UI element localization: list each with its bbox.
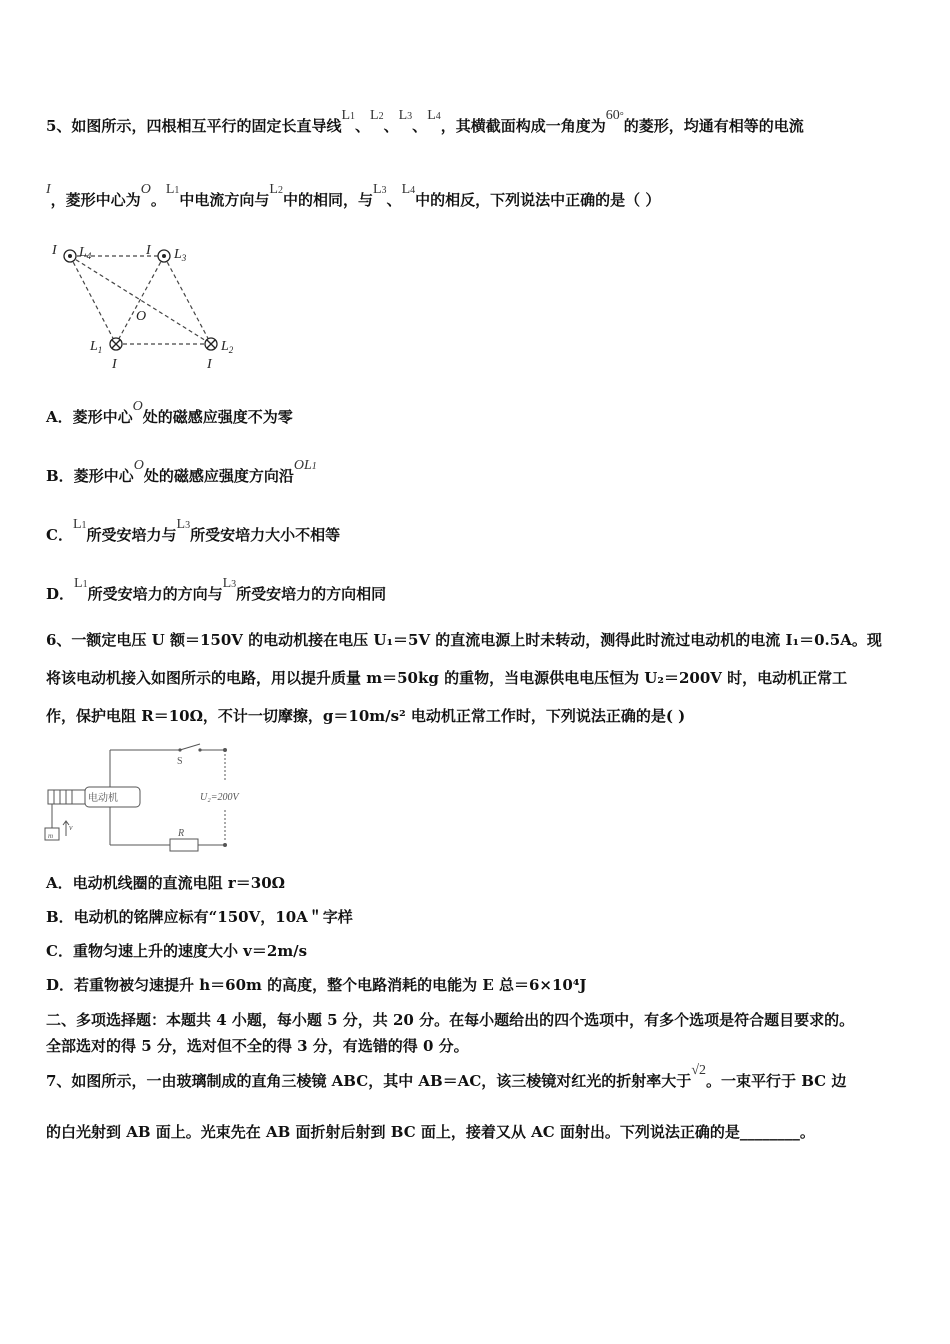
wire-l1: L1 <box>341 108 356 123</box>
section2-line-2: 全部选对的得 5 分，选对但不全的得 3 分，有选错的得 0 分。 <box>46 1037 469 1055</box>
q6-option-c[interactable]: C．重物匀速上升的速度大小 v＝2m/s <box>46 942 308 960</box>
q6-option-d[interactable]: D．若重物被匀速提升 h＝60m 的高度，整个电路消耗的电能为 E 总＝6×10⁴J <box>46 976 587 994</box>
q6-circuit-figure <box>40 742 270 857</box>
fig-label-i-l2: I <box>207 357 212 371</box>
angle-value: 60° <box>605 108 624 123</box>
current-symbol: I <box>46 182 51 197</box>
fig-label-i-l3: I <box>146 243 151 258</box>
q6-line-1: 6、一额定电压 U 额＝150V 的电动机接在电压 U₁＝5V 的直流电源上时未转动，测得此时流过电动机的电流 I₁＝0.5A。现 <box>46 631 882 649</box>
q7-line-1: 7、如图所示，一由玻璃制成的直角三棱镜 ABC，其中 AB＝AC，该三棱镜对红光的折射率大于√2。一束平行于 BC 边 <box>46 1063 847 1090</box>
wire-l3: L3 <box>398 108 413 123</box>
resistor-icon <box>170 839 198 851</box>
q6-line-3: 作，保护电阻 R＝10Ω，不计一切摩擦，g＝10m/s² 电动机正常工作时，下列说法正确的是( ) <box>46 707 686 725</box>
wire-l2-cross-icon <box>205 338 217 350</box>
fig-label-l1: $L_1$ <box>90 339 103 355</box>
q5-option-b[interactable]: B．菱形中心O处的磁感应强度方向沿OL1 <box>46 458 317 485</box>
wire-l1: L1 <box>165 182 180 197</box>
voltage-label: U₂=200V <box>200 792 239 803</box>
fig-label-i-l4: I <box>52 243 57 258</box>
motor-label: 电动机 <box>88 793 118 804</box>
weight-label: m <box>48 832 54 840</box>
q7-line-2: 的白光射到 AB 面上。光束先在 AB 面折射后射到 BC 面上，接着又从 AC 面射出。下列说法正确的是________。 <box>46 1123 815 1141</box>
switch-label: S <box>177 756 183 767</box>
switch-icon <box>180 744 200 750</box>
direction-ol1: OL1 <box>293 458 317 473</box>
edge-l3-l2 <box>164 256 211 344</box>
wire-l1-cross-icon <box>110 338 122 350</box>
wire-l4-dot-icon <box>64 250 76 262</box>
q5-option-d[interactable]: D．L1所受安培力的方向与L3所受安培力的方向相同 <box>46 576 387 603</box>
center-symbol: O <box>140 182 151 197</box>
wire-l2: L2 <box>370 108 384 123</box>
wire-l4: L4 <box>427 108 441 123</box>
edge-l4-l1 <box>70 256 116 344</box>
fig-label-l4: $L_4$ <box>79 245 92 261</box>
q5-text: 5、如图所示，四根相互平行的固定长直导线 <box>46 117 342 135</box>
fig-label-i-l1: I <box>112 357 117 371</box>
sqrt2: √2 <box>691 1063 706 1078</box>
q5-option-a[interactable]: A．菱形中心O处的磁感应强度不为零 <box>46 399 293 426</box>
q5-option-c[interactable]: C．L1所受安培力与L3所受安培力大小不相等 <box>46 517 341 544</box>
q6-option-a[interactable]: A．电动机线圈的直流电阻 r＝30Ω <box>46 874 285 892</box>
q5-line-1: 5、如图所示，四根相互平行的固定长直导线L1、L2、L3、L4，其横截面构成一角度为60°的菱形，均通有相等的电流 <box>46 108 804 135</box>
section2-line-1: 二、多项选择题：本题共 4 小题，每小题 5 分，共 20 分。在每小题给出的四个选项中，有多个选项是符合题目要求的。 <box>46 1011 855 1029</box>
q6-line-2: 将该电动机接入如图所示的电路，用以提升质量 m＝50kg 的重物，当电源供电电压恒为 U₂＝200V 时，电动机正常工 <box>46 669 848 687</box>
wire-l2: L2 <box>269 182 283 197</box>
edge-l3-l1 <box>116 256 164 344</box>
velocity-label: v <box>69 823 73 832</box>
fig-label-l3: $L_3$ <box>174 247 187 263</box>
q5-line-2: I，菱形中心为O。L1中电流方向与L2中的相同，与L3、L4中的相反，下列说法中正确的是（ ） <box>46 182 661 209</box>
wire-l3-dot-icon <box>158 250 170 262</box>
fig-label-o: O <box>136 309 147 324</box>
q5-rhombus-figure <box>46 236 256 371</box>
resistor-label: R <box>178 828 185 839</box>
q6-option-b[interactable]: B．电动机的铭牌应标有“150V，10A＂字样 <box>46 908 353 926</box>
fig-label-l2: $L_2$ <box>221 339 234 355</box>
wire-l4: L4 <box>401 182 416 197</box>
wire-l3: L3 <box>372 182 387 197</box>
